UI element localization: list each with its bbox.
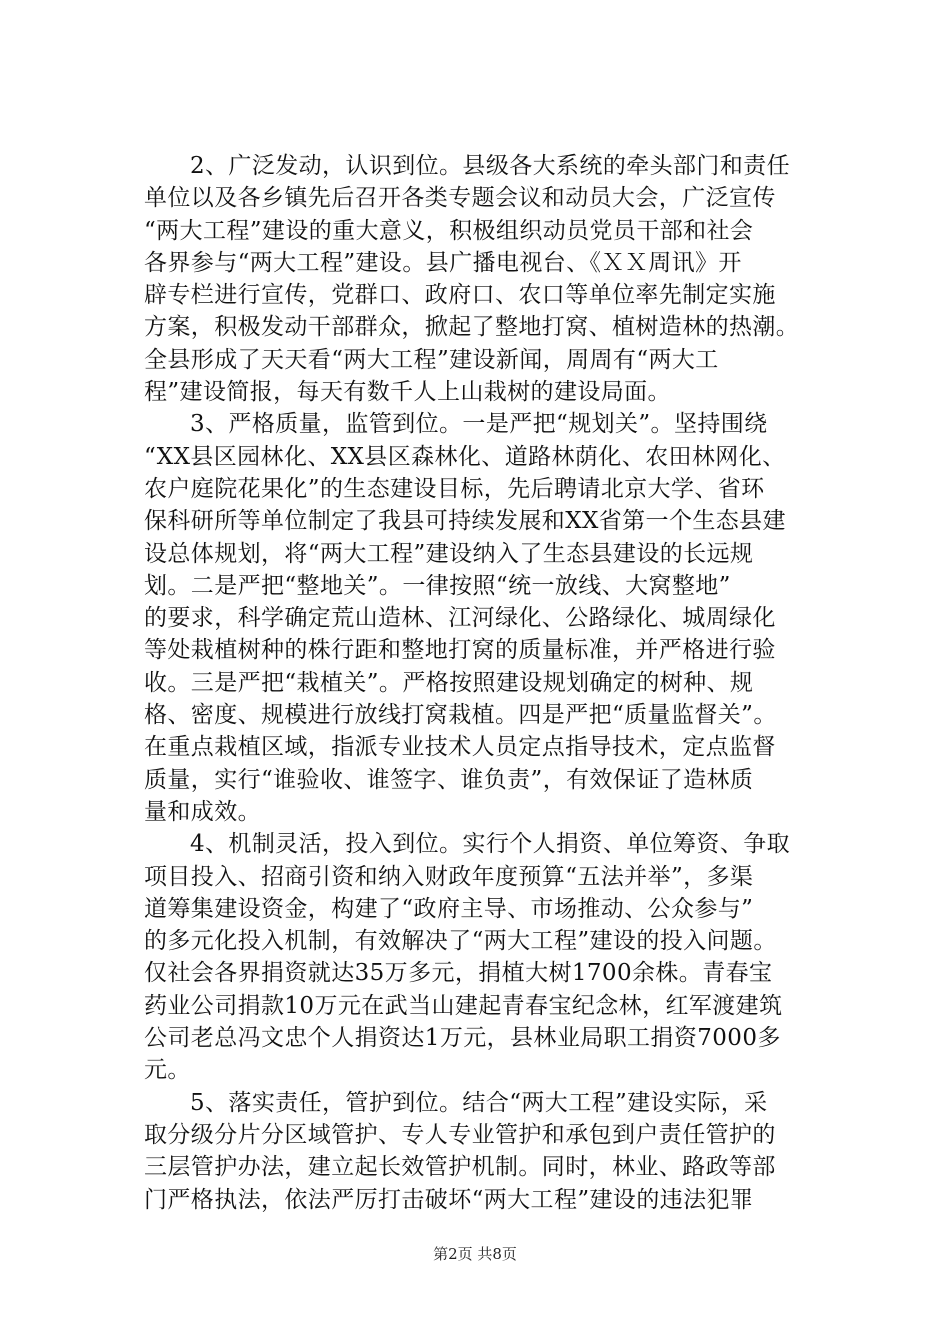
text-line: 程”建设简报，每天有数千人上山栽树的建设局面。 <box>144 379 671 406</box>
document-body <box>144 150 834 1216</box>
text-line: 药业公司捐款10万元在武当山建起青春宝纪念林，红军渡建筑 <box>144 992 783 1019</box>
text-line: 各界参与“两大工程”建设。县广播电视台、《ＸＸ周讯》开 <box>144 249 742 276</box>
text-line: 单位以及各乡镇先后召开各类专题会议和动员大会，广泛宣传 <box>144 185 776 212</box>
text-line: 公司老总冯文忠个人捐资达1万元，县林业局职工捐资7000多 <box>144 1025 781 1052</box>
text-line: 等处栽植树种的株行距和整地打窝的质量标准，并严格进行验 <box>144 637 776 664</box>
text-line: 在重点栽植区域，指派专业技术人员定点指导技术，定点监督 <box>144 734 776 761</box>
text-line: 设总体规划，将“两大工程”建设纳入了生态县建设的长远规 <box>144 540 754 567</box>
text-line: 道筹集建设资金，构建了“政府主导、市场推动、公众参与” <box>144 895 754 922</box>
text-line: 辟专栏进行宣传，党群口、政府口、农口等单位率先制定实施 <box>144 282 776 309</box>
text-line: 全县形成了天天看“两大工程”建设新闻，周周有“两大工 <box>144 346 719 373</box>
text-line: 的多元化投入机制，有效解决了“两大工程”建设的投入问题。 <box>144 928 777 955</box>
paragraph-first-line: 2、广泛发动，认识到位。县级各大系统的牵头部门和责任 <box>190 153 791 179</box>
text-line: 农户庭院花果化”的生态建设目标，先后聘请北京大学、省环 <box>144 475 765 502</box>
text-line: 元。 <box>144 1057 191 1084</box>
text-line: 仅社会各界捐资就达35万多元，捐植大树1700余株。青春宝 <box>144 960 773 987</box>
text-line: 取分级分片分区域管护、专人专业管护和承包到户责任管护的 <box>144 1121 776 1148</box>
text-line: 项目投入、招商引资和纳入财政年度预算“五法并举”，多渠 <box>144 863 754 890</box>
text-line: 量和成效。 <box>144 798 261 825</box>
text-line: 保科研所等单位制定了我县可持续发展和XX省第一个生态县建 <box>144 508 786 535</box>
paragraph-first-line: 3、严格质量，监管到位。一是严把“规划关”。坚持围绕 <box>190 411 768 438</box>
page-footer: 第2页 共8页 <box>433 1245 517 1263</box>
text-line: 质量，实行“谁验收、谁签字、谁负责”，有效保证了造林质 <box>144 766 754 793</box>
paragraph-first-line: 4、机制灵活，投入到位。实行个人捐资、单位筹资、争取 <box>190 831 791 858</box>
text-line: “两大工程”建设的重大意义，积极组织动员党员干部和社会 <box>144 217 754 244</box>
text-line: 格、密度、规模进行放线打窝栽植。四是严把“质量监督关”。 <box>144 702 777 729</box>
text-line: 收。三是严把“栽植关”。严格按照建设规划确定的树种、规 <box>144 669 754 696</box>
text-line: 门严格执法，依法严厉打击破坏“两大工程”建设的违法犯罪 <box>144 1186 754 1213</box>
paragraph-first-line: 5、落实责任，管护到位。结合“两大工程”建设实际，采 <box>190 1089 768 1116</box>
text-line: 划。二是严把“整地关”。一律按照“统一放线、大窝整地” <box>144 572 731 599</box>
text-line: 的要求，科学确定荒山造林、江河绿化、公路绿化、城周绿化 <box>144 605 776 632</box>
text-line: “XX县区园林化、XX县区森林化、道路林荫化、农田林网化、 <box>144 443 786 470</box>
text-line: 方案，积极发动干部群众，掀起了整地打窝、植树造林的热潮。 <box>144 314 800 341</box>
text-line: 三层管护办法，建立起长效管护机制。同时，林业、路政等部 <box>144 1154 776 1181</box>
